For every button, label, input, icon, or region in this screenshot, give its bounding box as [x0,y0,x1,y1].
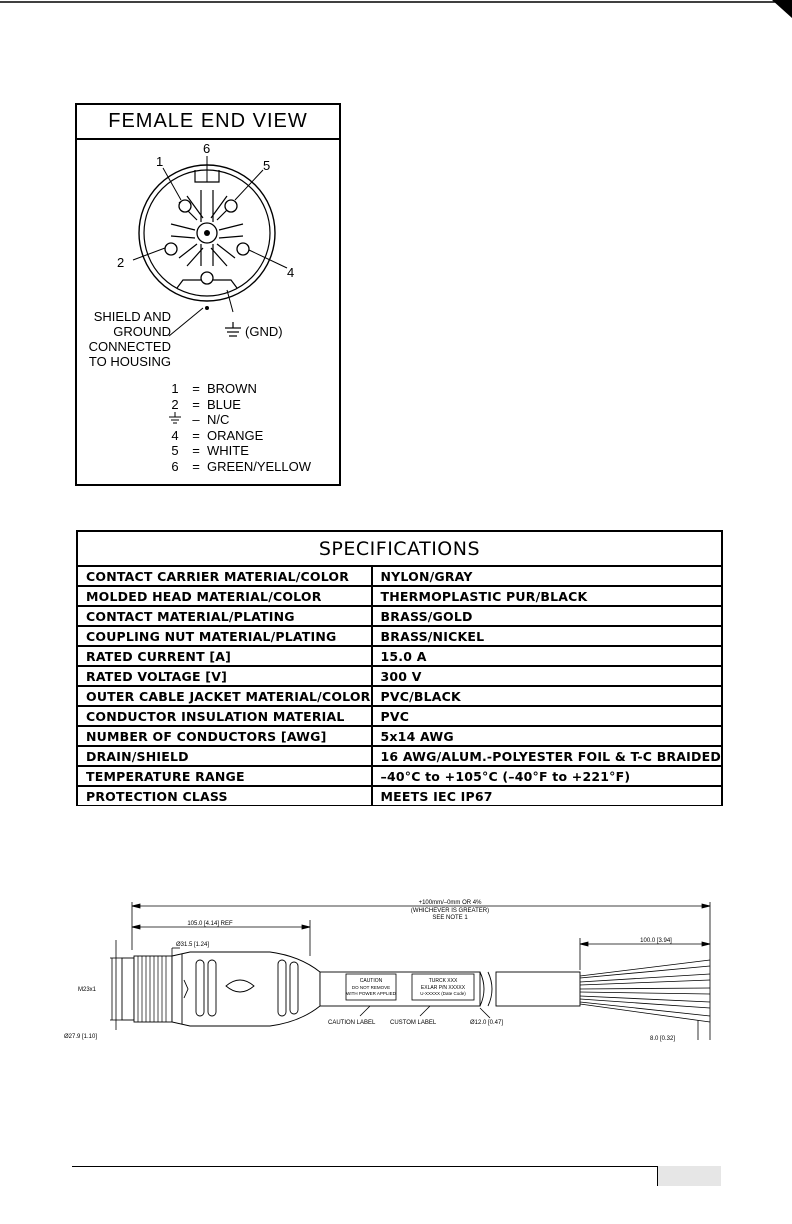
svg-text:DO NOT REMOVE: DO NOT REMOVE [351,985,391,990]
ref-length-dim: 105.0 [4.14] REF [187,921,233,927]
specifications-table [76,530,723,806]
svg-text:WITH POWER APPLIED: WITH POWER APPLIED [346,991,396,996]
legend-row: 4 = ORANGE [171,427,264,443]
shield-note-line-3: CONNECTED [88,339,171,354]
legend-row: 2 = BLUE [171,396,241,412]
table-row: TEMPERATURE RANGE –40°C to +105°C (–40°F to +221°F) [77,766,722,786]
pin-1 [179,200,191,212]
table-row: NUMBER OF CONDUCTORS [AWG] 5x14 AWG [77,726,722,746]
cable-diameter-dim: Ø12.0 [0.47] [470,1020,504,1026]
legend-ground-icon [165,412,185,428]
cable-assembly-drawing [60,890,730,1050]
custom-label-caption: CUSTOM LABEL [390,1020,437,1026]
pin-label-6: 6 [203,141,211,156]
table-row: DRAIN/SHIELD 16 AWG/ALUM.-POLYESTER FOIL & T-C BRAIDED [77,746,722,766]
svg-text:U-XXXXX (Date Code): U-XXXXX (Date Code) [420,991,466,996]
table-row: CONTACT MATERIAL/PLATING BRASS/GOLD [77,606,722,626]
pin-4 [237,243,249,255]
gnd-label: (GND) [245,324,283,339]
table-row: CONTACT CARRIER MATERIAL/COLOR NYLON/GRAY [77,566,722,586]
head-diameter-dim: Ø27.9 [1.10] [64,1034,98,1040]
table-row: RATED VOLTAGE [V] 300 V [77,666,722,686]
legend-row: 6 = GREEN/YELLOW [171,458,312,474]
female-end-view-panel [75,103,341,486]
shield-note-line-2: GROUND [113,324,171,339]
svg-text:TURCK XXX: TURCK XXX [428,978,458,984]
svg-text:EXLAR P/N XXXXX: EXLAR P/N XXXXX [420,985,466,991]
strip-length-dim: 100.0 [3.94] [640,938,672,944]
svg-text:CAUTION: CAUTION [359,978,383,984]
pin-5 [225,200,237,212]
footer-rule [72,1166,720,1167]
legend-row: – N/C [165,412,311,428]
table-row: OUTER CABLE JACKET MATERIAL/COLOR PVC/BLACK [77,686,722,706]
table-row: COUPLING NUT MATERIAL/PLATING BRASS/NICKEL [77,626,722,646]
overall-length-note-1: (WHICHEVER IS GREATER) [410,908,490,914]
overall-length-dim: +100mm/–0mm OR 4% [418,900,482,906]
ground-symbol-icon [225,322,241,336]
legend-row: 5 = WHITE [171,443,249,458]
footer-page-tab [657,1166,721,1186]
table-row: PROTECTION CLASS MEETS IEC IP67 [77,786,722,806]
pin-label-2: 2 [117,255,125,270]
legend-row: 1 = BROWN [171,381,257,396]
header-rule [0,0,792,40]
table-row: CONDUCTOR INSULATION MATERIAL PVC [77,706,722,726]
shield-note-line-1: SHIELD AND [93,309,171,324]
pin-label-1: 1 [156,154,164,169]
table-row: RATED CURRENT [A] 15.0 A [77,646,722,666]
nut-diameter-dim: Ø31.5 [1.24] [176,942,210,948]
shield-note-line-4: TO HOUSING [88,354,171,369]
thread-dim: M23x1 [78,987,97,993]
female-end-view-title: FEMALE END VIEW [77,105,339,140]
wire-color-legend [165,381,311,474]
overall-length-note-2: SEE NOTE 1 [432,915,468,921]
pin-2 [165,243,177,255]
pin-label-5: 5 [263,158,271,173]
specifications-title: SPECIFICATIONS [77,531,722,566]
wire-strip-dim: 8.0 [0.32] [650,1036,676,1042]
pin-label-4: 4 [287,265,295,280]
caution-label-caption: CAUTION LABEL [328,1020,376,1026]
pin-gnd [201,272,213,284]
table-row: MOLDED HEAD MATERIAL/COLOR THERMOPLASTIC PUR/BLACK [77,586,722,606]
connector-face-diagram [77,140,339,380]
